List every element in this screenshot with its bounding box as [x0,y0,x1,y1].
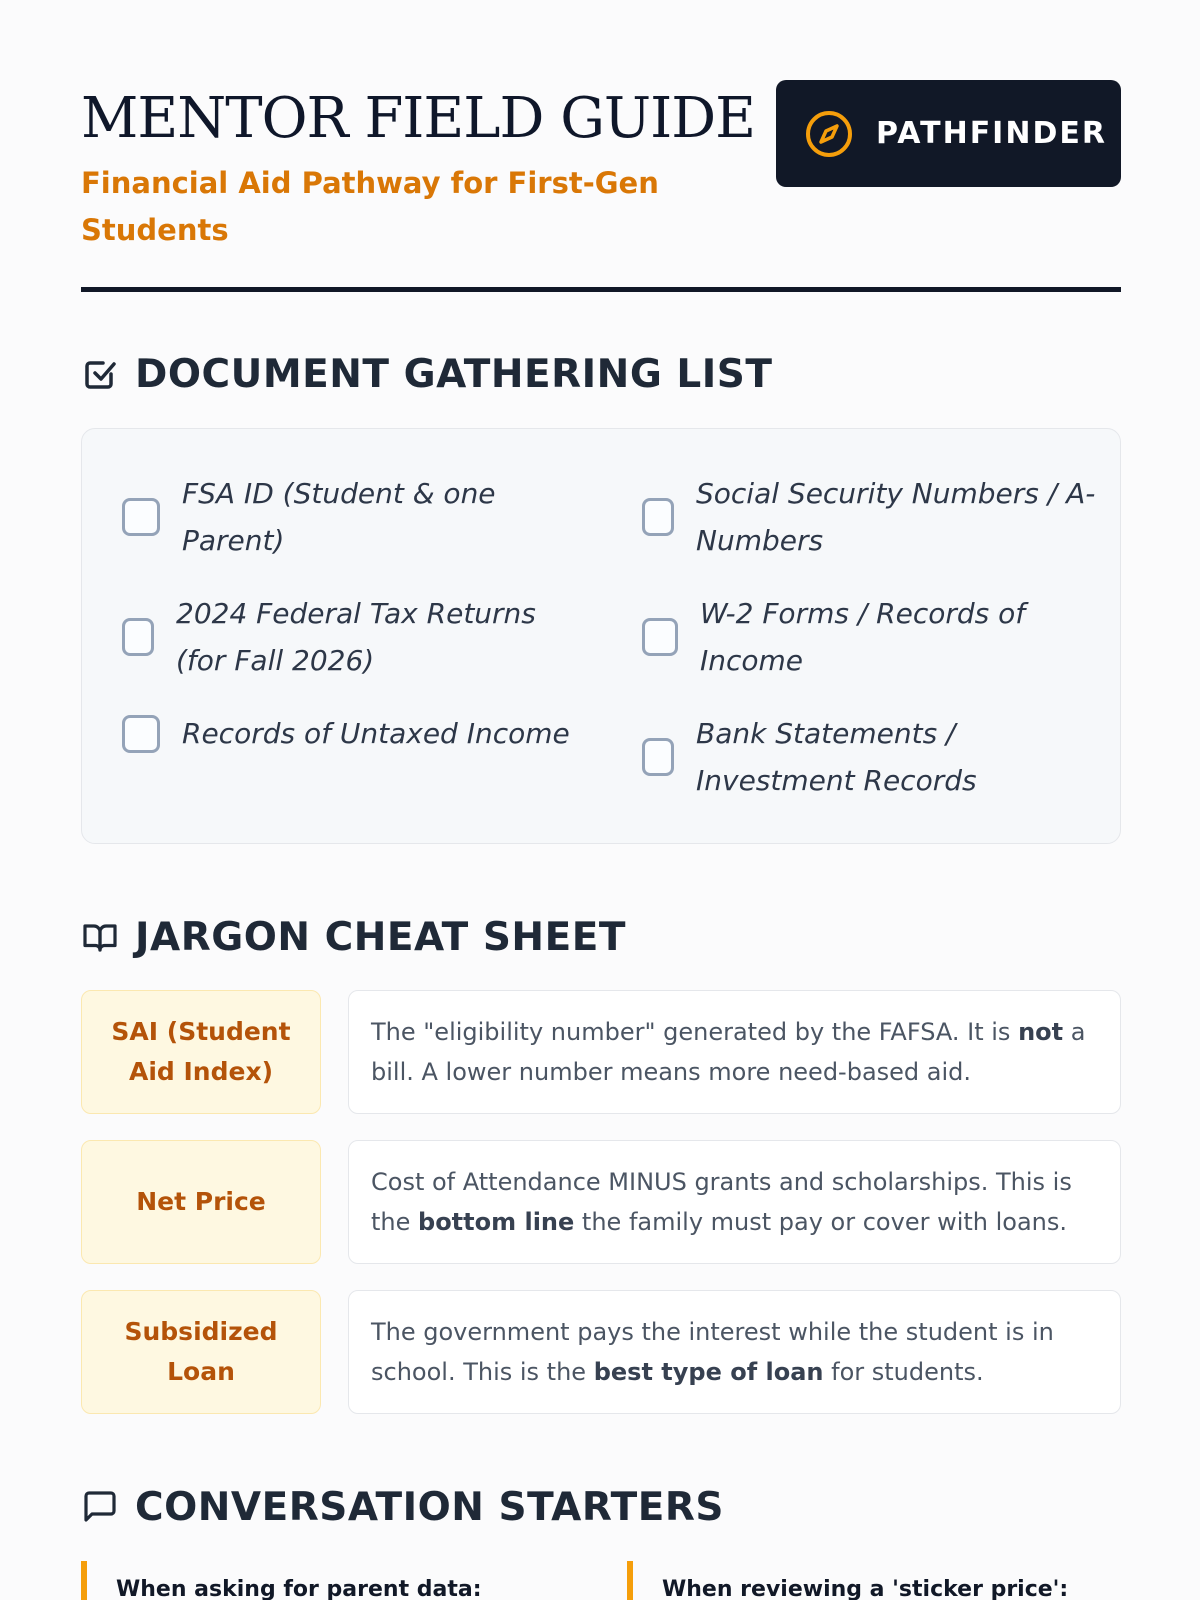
checkbox[interactable] [122,498,160,536]
documents-heading [81,350,772,398]
page-title: MENTOR FIELD GUIDE [81,86,756,151]
term-definition: The government pays the interest while the student is in school. This is the best type of loan for students. [371,1318,1054,1386]
checklist-item-label: FSA ID (Student & one Parent) [182,477,496,557]
starter-label: When asking for parent data: [116,1577,482,1600]
checklist-item-w2[interactable] [642,590,1102,684]
jargon-heading [81,913,626,961]
definition-box [348,1140,1121,1264]
compass-icon [804,109,854,159]
conversation-title: CONVERSATION STARTERS [135,1484,724,1530]
term-definition: Cost of Attendance MINUS grants and scholarships. This is the bottom line the family must pay or cover with loans. [371,1168,1072,1236]
badge-label: PATHFINDER [876,116,1107,151]
definition-box [348,990,1121,1114]
checkbox-icon [81,355,119,393]
page-subtitle: Financial Aid Pathway for First-Gen Students [81,166,659,247]
term-box [81,1290,321,1414]
term-name: Net Price [136,1187,266,1216]
starter-sticker-price [627,1561,1068,1600]
checkbox[interactable] [122,715,160,753]
checklist-item-untaxed-income[interactable] [122,710,582,757]
jargon-row-net-price [81,1140,1121,1264]
term-definition: The "eligibility number" generated by the FAFSA. It is not a bill. A lower number means more need-based aid. [371,1018,1086,1086]
conversation-heading [81,1483,724,1531]
header-divider [81,287,1121,292]
starter-parent-data [81,1561,482,1600]
book-icon [81,918,119,956]
checklist-item-label: 2024 Federal Tax Returns (for Fall 2026) [176,597,536,677]
term-box [81,990,321,1114]
checkbox[interactable] [642,498,674,536]
checklist-item-bank-statements[interactable] [642,710,1102,804]
document-checklist [81,428,1121,844]
jargon-title: JARGON CHEAT SHEET [135,914,626,960]
checkbox[interactable] [642,738,674,776]
term-name: SAI (Student Aid Index) [111,1017,291,1086]
checklist-item-label: Social Security Numbers / A-Numbers [696,477,1096,557]
checkbox[interactable] [122,618,154,656]
documents-title: DOCUMENT GATHERING LIST [135,351,773,397]
checklist-item-label: Bank Statements / Investment Records [696,717,977,797]
checklist-item-label: Records of Untaxed Income [182,717,570,750]
jargon-row-sai [81,990,1121,1114]
definition-box [348,1290,1121,1414]
term-box [81,1140,321,1264]
checklist-item-fsa-id[interactable] [122,470,582,564]
checkbox[interactable] [642,618,678,656]
message-icon [81,1488,119,1526]
page-header [81,80,1121,290]
checklist-item-label: W-2 Forms / Records of Income [700,597,1026,677]
pathfinder-badge [776,80,1121,187]
term-name: Subsidized Loan [124,1317,278,1386]
checklist-item-tax-returns[interactable] [122,590,582,684]
checklist-item-ssn[interactable] [642,470,1102,564]
starter-label: When reviewing a 'sticker price': [662,1577,1069,1600]
jargon-row-subsidized-loan [81,1290,1121,1414]
